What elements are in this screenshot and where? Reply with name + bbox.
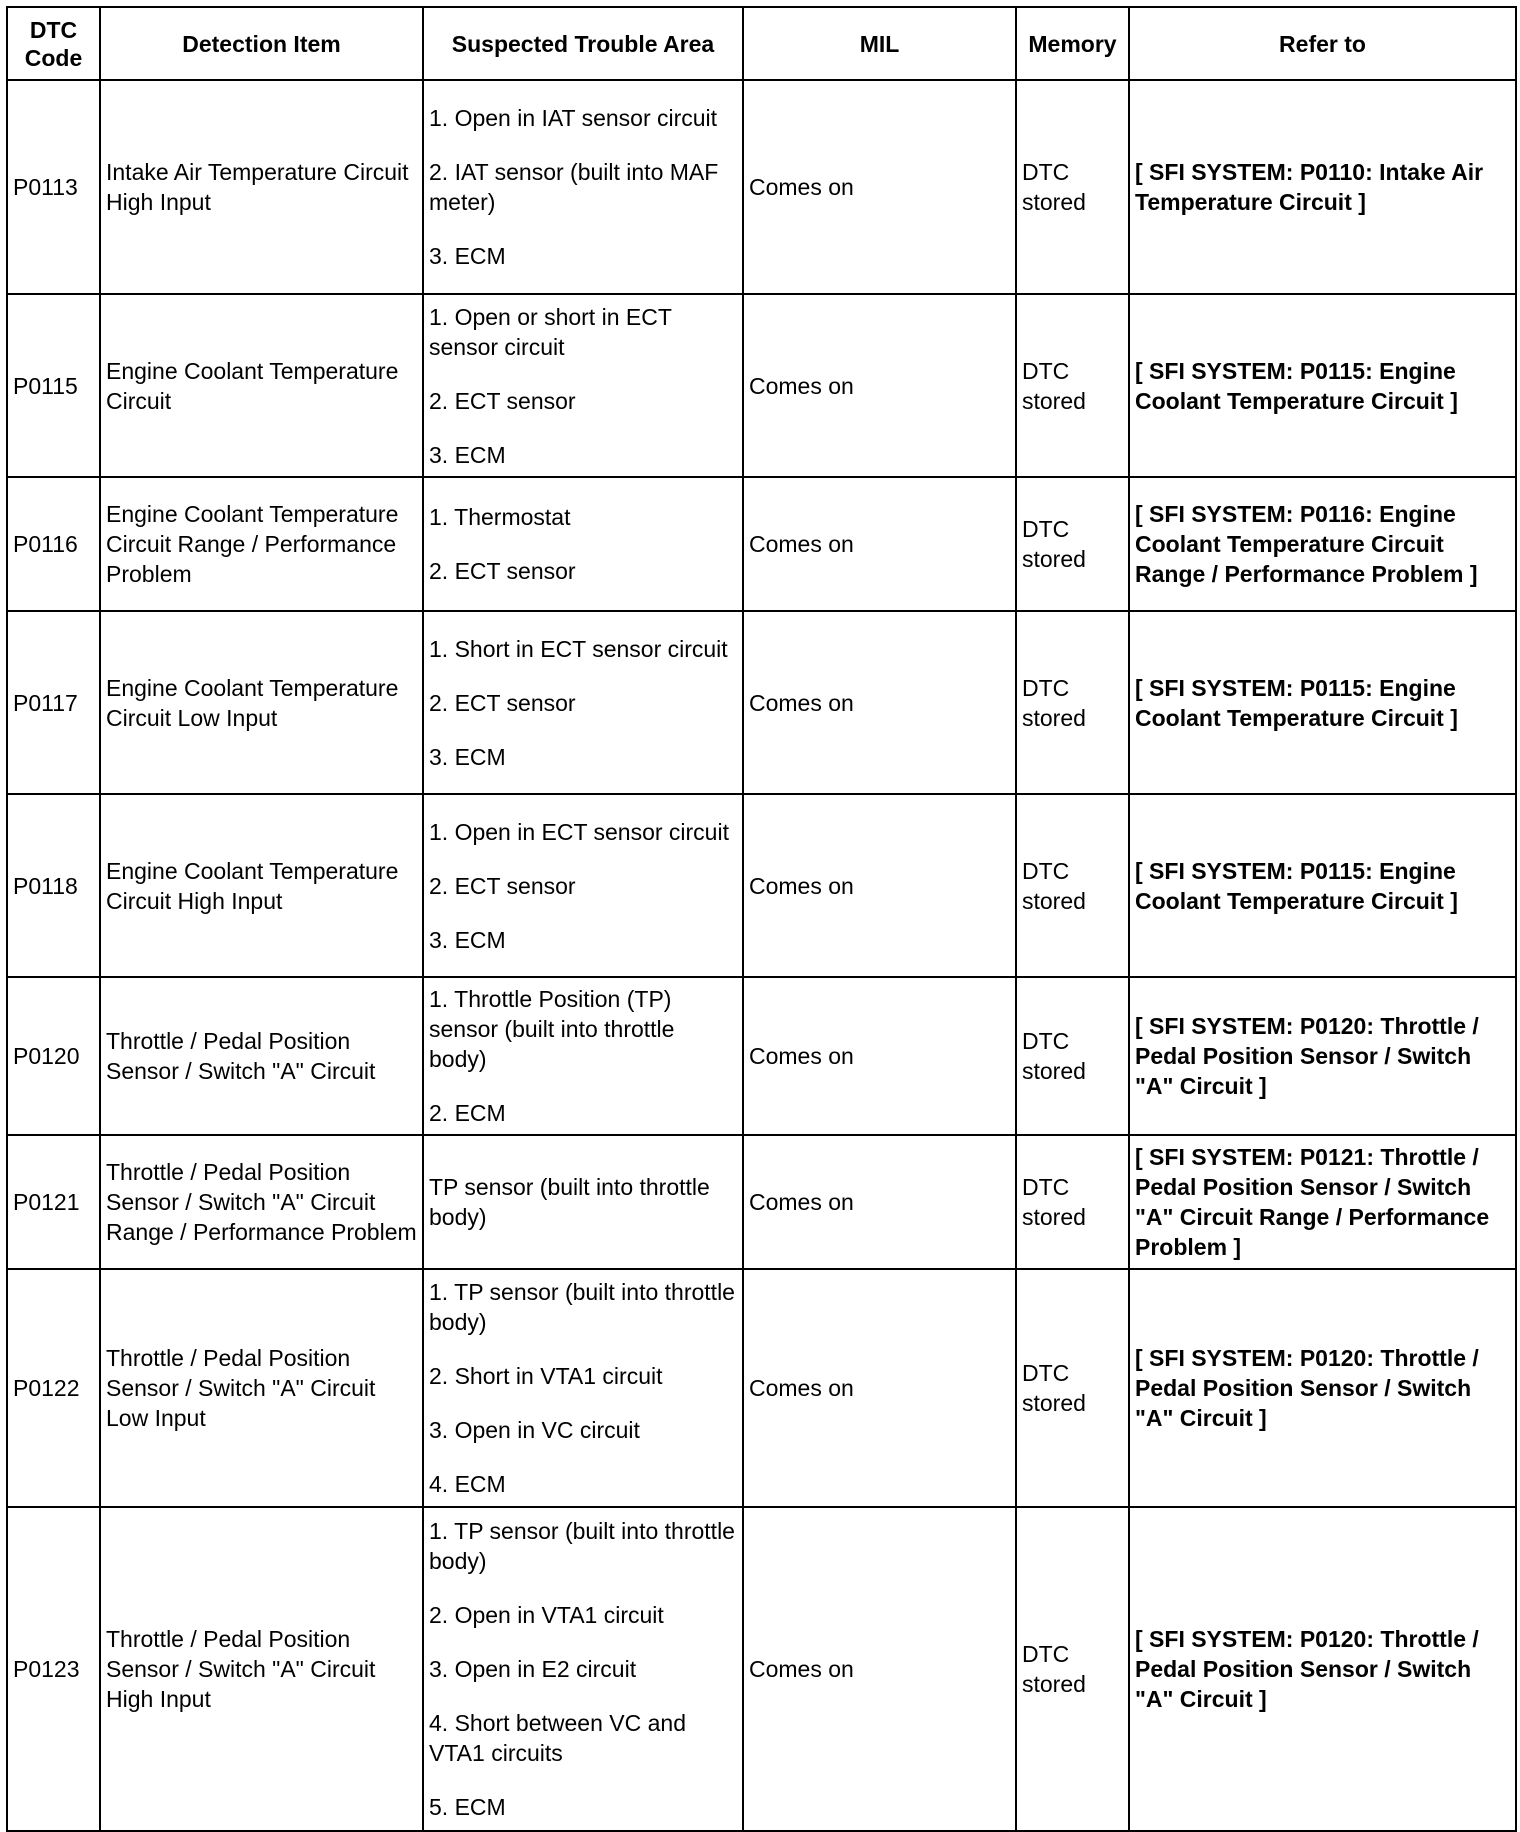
mil-cell: Comes on: [743, 477, 1016, 611]
trouble-item: 2. ECT sensor: [429, 689, 576, 716]
dtc-code-cell: P0121: [7, 1135, 100, 1269]
mil-cell: Comes on: [743, 794, 1016, 977]
trouble-item: 3. Open in VC circuit: [429, 1417, 640, 1443]
mil-cell: Comes on: [743, 294, 1016, 477]
header-dtc-code: DTC Code: [7, 7, 100, 80]
memory-cell: DTC stored: [1016, 1135, 1129, 1269]
memory-cell: DTC stored: [1016, 977, 1129, 1135]
dtc-code-cell: P0117: [7, 611, 100, 794]
table-row: [7, 294, 1516, 477]
header-memory: Memory: [1016, 7, 1129, 80]
trouble-item: 1. Open in IAT sensor circuit: [429, 105, 718, 131]
suspected-trouble-cell: [423, 1269, 743, 1507]
trouble-item: 2. ECT sensor: [429, 387, 576, 414]
table-row: [7, 1135, 1516, 1269]
detection-item-cell: Engine Coolant Temperature Circuit High Input: [100, 794, 423, 977]
table-row: [7, 1507, 1516, 1831]
trouble-item: 1. Short in ECT sensor circuit: [429, 635, 728, 662]
mil-cell: Comes on: [743, 1135, 1016, 1269]
detection-item-cell: Throttle / Pedal Position Sensor / Switch "A" Circuit Low Input: [100, 1269, 423, 1507]
header-mil: MIL: [743, 7, 1016, 80]
table-row: [7, 80, 1516, 294]
suspected-trouble-cell: [423, 80, 743, 294]
table-row: [7, 611, 1516, 794]
table-body: [7, 80, 1516, 1831]
dtc-code-cell: P0113: [7, 80, 100, 294]
suspected-trouble-cell: [423, 1135, 743, 1269]
memory-cell: DTC stored: [1016, 794, 1129, 977]
detection-item-cell: Engine Coolant Temperature Circuit Range / Performance Problem: [100, 477, 423, 611]
trouble-item: 2. IAT sensor (built into MAF meter): [429, 159, 719, 215]
mil-cell: Comes on: [743, 1507, 1016, 1831]
table-row: [7, 794, 1516, 977]
detection-item-cell: Throttle / Pedal Position Sensor / Switch "A" Circuit High Input: [100, 1507, 423, 1831]
header-refer-to: Refer to: [1129, 7, 1516, 80]
dtc-code-cell: P0116: [7, 477, 100, 611]
detection-item-cell: Engine Coolant Temperature Circuit: [100, 294, 423, 477]
refer-to-cell: [ SFI SYSTEM: P0115: Engine Coolant Temperature Circuit ]: [1129, 294, 1516, 477]
dtc-code-cell: P0123: [7, 1507, 100, 1831]
trouble-item: 2. ECT sensor: [429, 558, 576, 584]
refer-to-cell: [ SFI SYSTEM: P0120: Throttle / Pedal Position Sensor / Switch "A" Circuit ]: [1129, 1269, 1516, 1507]
trouble-item: 5. ECM: [429, 1794, 506, 1820]
header-suspected-trouble-area: Suspected Trouble Area: [423, 7, 743, 80]
trouble-item: 4. Short between VC and VTA1 circuits: [429, 1710, 686, 1766]
trouble-item: 3. ECM: [429, 243, 506, 269]
suspected-trouble-cell: [423, 611, 743, 794]
table-row: [7, 977, 1516, 1135]
suspected-trouble-cell: [423, 294, 743, 477]
trouble-item: 1. Throttle Position (TP) sensor (built into throttle body): [429, 986, 675, 1072]
dtc-code-cell: P0120: [7, 977, 100, 1135]
mil-cell: Comes on: [743, 611, 1016, 794]
dtc-code-cell: P0115: [7, 294, 100, 477]
suspected-trouble-cell: [423, 477, 743, 611]
dtc-code-cell: P0118: [7, 794, 100, 977]
detection-item-cell: Throttle / Pedal Position Sensor / Switch "A" Circuit: [100, 977, 423, 1135]
trouble-item: 2. ECM: [429, 1100, 506, 1126]
detection-item-cell: Engine Coolant Temperature Circuit Low Input: [100, 611, 423, 794]
mil-cell: Comes on: [743, 977, 1016, 1135]
refer-to-cell: [ SFI SYSTEM: P0110: Intake Air Temperature Circuit ]: [1129, 80, 1516, 294]
refer-to-cell: [ SFI SYSTEM: P0115: Engine Coolant Temperature Circuit ]: [1129, 611, 1516, 794]
detection-item-cell: Intake Air Temperature Circuit High Input: [100, 80, 423, 294]
suspected-trouble-cell: [423, 1507, 743, 1831]
trouble-item: 3. ECM: [429, 441, 506, 468]
trouble-item: 3. Open in E2 circuit: [429, 1656, 637, 1682]
memory-cell: DTC stored: [1016, 477, 1129, 611]
trouble-item: 1. Open or short in ECT sensor circuit: [429, 303, 672, 360]
memory-cell: DTC stored: [1016, 294, 1129, 477]
refer-to-cell: [ SFI SYSTEM: P0121: Throttle / Pedal Position Sensor / Switch "A" Circuit Range / Performance Problem ]: [1129, 1135, 1516, 1269]
mil-cell: Comes on: [743, 80, 1016, 294]
memory-cell: DTC stored: [1016, 80, 1129, 294]
memory-cell: DTC stored: [1016, 611, 1129, 794]
trouble-item: 4. ECM: [429, 1471, 506, 1497]
table-row: [7, 1269, 1516, 1507]
trouble-item: TP sensor (built into throttle body): [429, 1174, 710, 1230]
refer-to-cell: [ SFI SYSTEM: P0115: Engine Coolant Temperature Circuit ]: [1129, 794, 1516, 977]
dtc-table: [6, 6, 1517, 1832]
suspected-trouble-cell: [423, 977, 743, 1135]
mil-cell: Comes on: [743, 1269, 1016, 1507]
header-row: [7, 7, 1516, 80]
refer-to-cell: [ SFI SYSTEM: P0120: Throttle / Pedal Position Sensor / Switch "A" Circuit ]: [1129, 977, 1516, 1135]
trouble-item: 1. Thermostat: [429, 504, 571, 530]
suspected-trouble-cell: [423, 794, 743, 977]
dtc-code-cell: P0122: [7, 1269, 100, 1507]
detection-item-cell: Throttle / Pedal Position Sensor / Switch "A" Circuit Range / Performance Problem: [100, 1135, 423, 1269]
trouble-item: 3. ECM: [429, 743, 506, 770]
trouble-item: 1. TP sensor (built into throttle body): [429, 1279, 735, 1335]
memory-cell: DTC stored: [1016, 1269, 1129, 1507]
trouble-item: 2. Short in VTA1 circuit: [429, 1363, 663, 1389]
trouble-item: 1. Open in ECT sensor circuit: [429, 818, 729, 845]
refer-to-cell: [ SFI SYSTEM: P0120: Throttle / Pedal Position Sensor / Switch "A" Circuit ]: [1129, 1507, 1516, 1831]
trouble-item: 1. TP sensor (built into throttle body): [429, 1518, 735, 1574]
trouble-item: 2. ECT sensor: [429, 872, 576, 899]
refer-to-cell: [ SFI SYSTEM: P0116: Engine Coolant Temperature Circuit Range / Performance Problem ]: [1129, 477, 1516, 611]
trouble-item: 3. ECM: [429, 926, 506, 953]
trouble-item: 2. Open in VTA1 circuit: [429, 1602, 664, 1628]
header-detection-item: Detection Item: [100, 7, 423, 80]
memory-cell: DTC stored: [1016, 1507, 1129, 1831]
table-row: [7, 477, 1516, 611]
